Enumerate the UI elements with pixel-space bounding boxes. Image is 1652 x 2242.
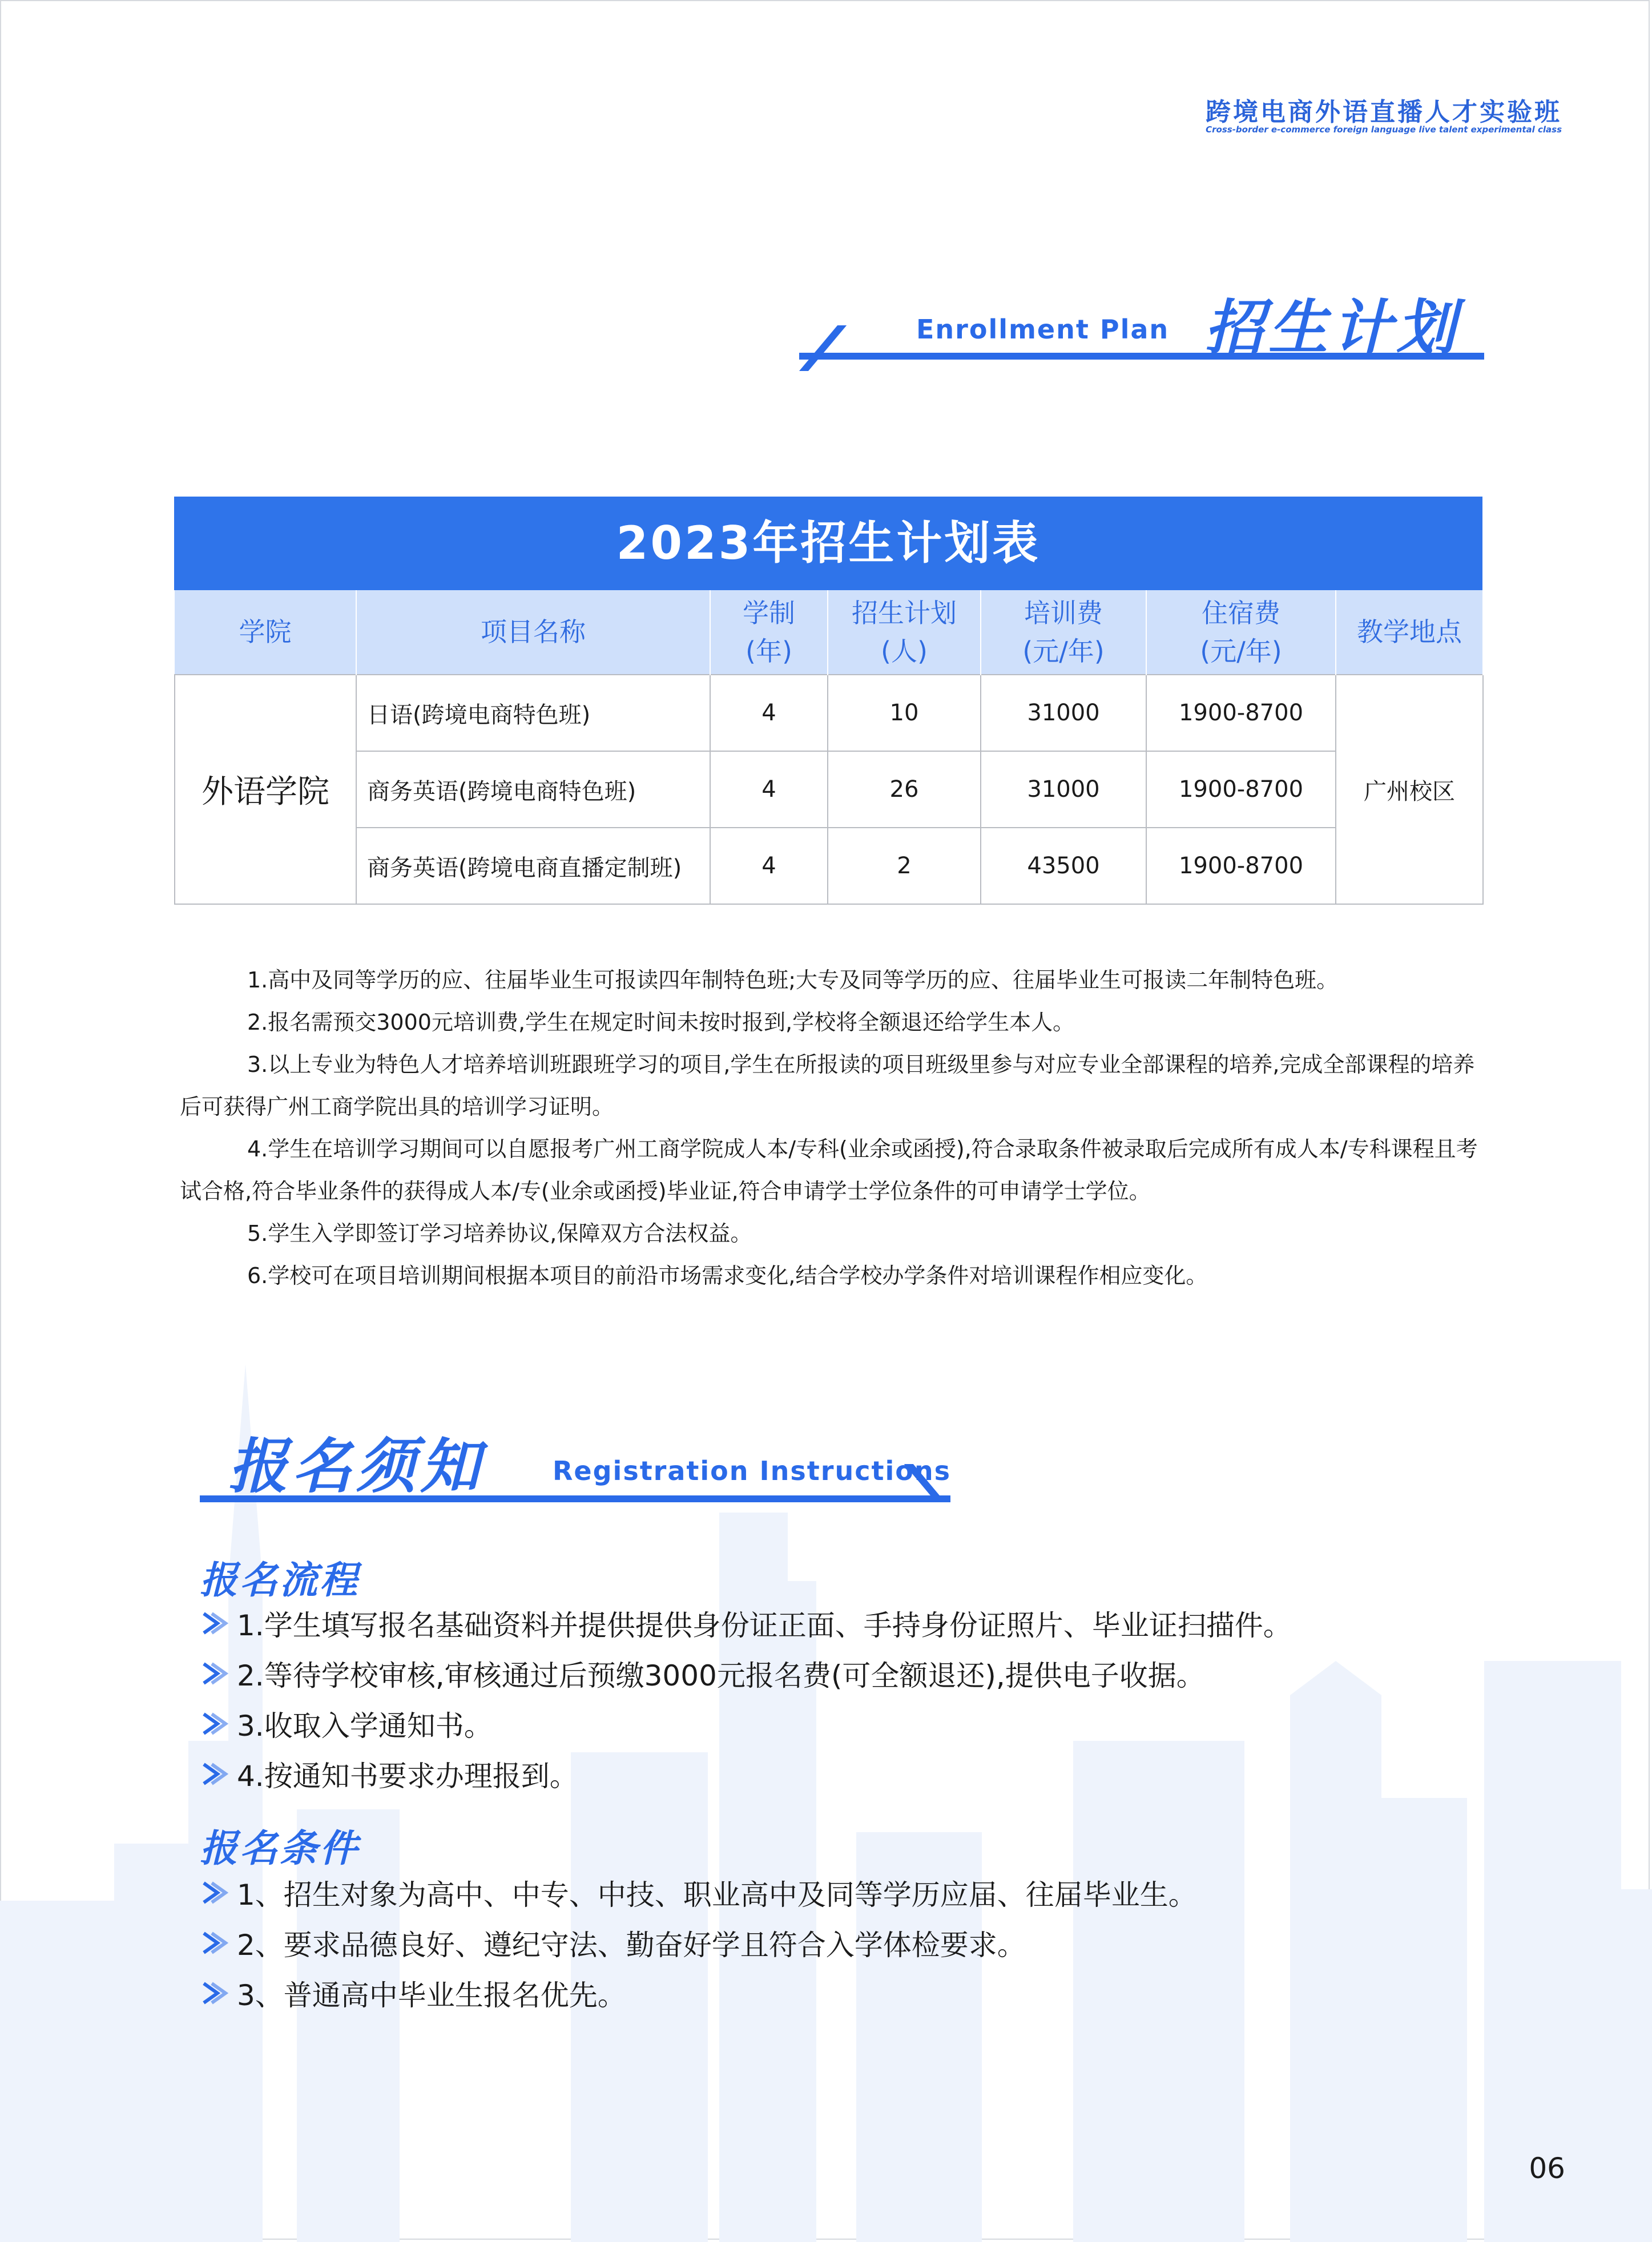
cell-program: 商务英语(跨境电商直播定制班) — [356, 828, 710, 904]
note-item: 1.高中及同等学历的应、往届毕业生可报读四年制特色班;大专及同等学历的应、往届毕业生可报读二年制特色班。 — [247, 967, 1339, 993]
list-item-text: 3、普通高中毕业生报名优先。 — [237, 1979, 626, 2012]
cell-location: 广州校区 — [1336, 675, 1483, 904]
cell-college: 外语学院 — [175, 675, 356, 904]
cell-program: 商务英语(跨境电商特色班) — [356, 751, 710, 828]
cell-years: 4 — [710, 828, 828, 904]
col-header-years: 学制 (年) — [710, 590, 828, 675]
cell-fee: 43500 — [981, 828, 1146, 904]
section-title-en: Enrollment Plan — [916, 314, 1170, 345]
list-item-text: 2.等待学校审核,审核通过后预缴3000元报名费(可全额退还),提供电子收据。 — [237, 1659, 1205, 1692]
note-item: 3.以上专业为特色人才培养培训班跟班学习的项目,学生在所报读的项目班级里参与对应专业全部课程的培养,完成全部课程的培养后可获得广州工商学院出具的培训学习证明。 — [180, 1052, 1475, 1119]
table-row — [175, 675, 1483, 751]
list-item — [197, 1598, 1510, 1648]
list-item-text: 2、要求品德良好、遵纪守法、勤奋好学且符合入学体检要求。 — [237, 1929, 1026, 1962]
list-item — [197, 1699, 1510, 1749]
cell-plan: 26 — [828, 751, 981, 828]
section-title-decoration — [799, 325, 847, 371]
list-item — [197, 1749, 1510, 1799]
conditions-list — [197, 1868, 1510, 2018]
note-item: 4.学生在培训学习期间可以自愿报考广州工商学院成人本/专科(业余或函授),符合录取条件被录取后完成所有成人本/专科课程且考试合格,符合毕业条件的获得成人本/专(业余或函授)毕业证,符合申请学士学位条件的可申请学士学位。 — [180, 1136, 1478, 1204]
chevron-right-icon — [197, 1609, 230, 1638]
chevron-right-icon — [197, 1659, 230, 1688]
chevron-right-icon — [197, 1979, 230, 2007]
section-title-zh: 招生计划 — [1204, 293, 1461, 362]
col-header-plan: 招生计划 (人) — [828, 590, 981, 675]
conditions-heading: 报名条件 — [200, 1826, 360, 1870]
col-header-location: 教学地点 — [1336, 590, 1483, 675]
table-row — [175, 751, 1483, 828]
cell-program: 日语(跨境电商特色班) — [356, 675, 710, 751]
col-header-dorm: 住宿费 (元/年) — [1146, 590, 1336, 675]
header-title: 跨境电商外语直播人才实验班 — [1206, 98, 1562, 127]
list-item-text: 4.按通知书要求办理报到。 — [237, 1760, 578, 1793]
list-item-text: 1、招生对象为高中、中专、中技、职业高中及同等学历应届、往届毕业生。 — [237, 1878, 1197, 1912]
list-item-text: 1.学生填写报名基础资料并提供提供身份证正面、手持身份证照片、毕业证扫描件。 — [237, 1609, 1292, 1642]
cell-fee: 31000 — [981, 675, 1146, 751]
chevron-right-icon — [197, 1760, 230, 1788]
col-header-college: 学院 — [175, 590, 356, 675]
section-title-zh: 报名须知 — [228, 1432, 485, 1501]
table-title: 2023年招生计划表 — [174, 497, 1482, 590]
note-item: 6.学校可在项目培训期间根据本项目的前沿市场需求变化,结合学校办学条件对培训课程作相应变化。 — [247, 1263, 1208, 1288]
list-item — [197, 1648, 1510, 1699]
col-header-program: 项目名称 — [356, 590, 710, 675]
note-item: 2.报名需预交3000元培训费,学生在规定时间未按时报到,学校将全额退还给学生本人。 — [247, 1010, 1075, 1035]
list-item — [197, 1868, 1510, 1918]
table-header-row — [175, 590, 1483, 675]
chevron-right-icon — [197, 1929, 230, 1957]
cell-plan: 2 — [828, 828, 981, 904]
cell-fee: 31000 — [981, 751, 1146, 828]
enrollment-table — [174, 497, 1482, 905]
cell-years: 4 — [710, 675, 828, 751]
header-subtitle: Cross-border e-commerce foreign language live talent experimental class — [1206, 124, 1562, 135]
section-title-en: Registration Instructions — [553, 1455, 951, 1486]
list-item — [197, 1968, 1510, 2018]
process-heading: 报名流程 — [200, 1558, 360, 1602]
col-header-fee: 培训费 (元/年) — [981, 590, 1146, 675]
cell-plan: 10 — [828, 675, 981, 751]
note-item: 5.学生入学即签订学习培养协议,保障双方合法权益。 — [247, 1221, 752, 1246]
cell-dorm: 1900-8700 — [1146, 751, 1336, 828]
page-number: 06 — [1529, 2152, 1565, 2185]
cell-dorm: 1900-8700 — [1146, 828, 1336, 904]
table-row — [175, 828, 1483, 904]
enrollment-notes — [180, 959, 1487, 1297]
process-list — [197, 1598, 1510, 1799]
chevron-right-icon — [197, 1709, 230, 1738]
chevron-right-icon — [197, 1878, 230, 1907]
cell-dorm: 1900-8700 — [1146, 675, 1336, 751]
list-item-text: 3.收取入学通知书。 — [237, 1709, 493, 1743]
list-item — [197, 1918, 1510, 1968]
cell-years: 4 — [710, 751, 828, 828]
table-body — [174, 590, 1484, 905]
